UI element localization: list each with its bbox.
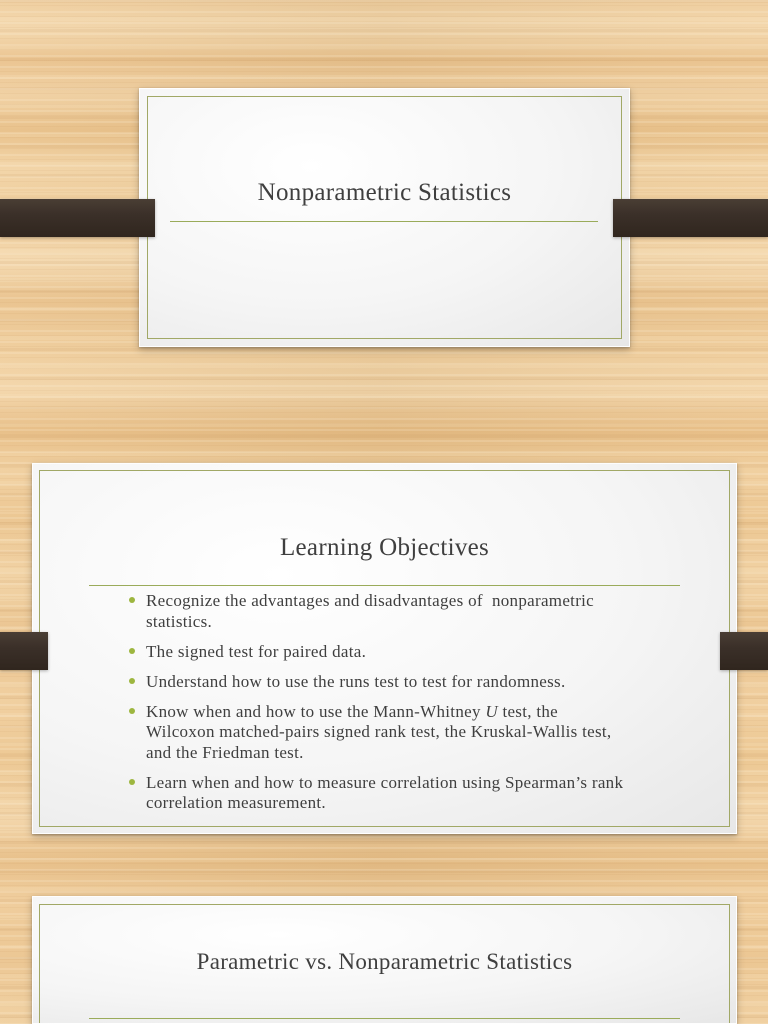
tape-right-slide-2: [720, 632, 768, 670]
bullet-text: Recognize the advantages and disadvantages of nonparametric statistics.: [146, 591, 595, 631]
slide-3: [32, 896, 737, 1024]
list-item: [128, 591, 728, 632]
learning-objectives-list: [128, 591, 728, 823]
bullet-icon: [129, 597, 135, 603]
tape-left-slide-2: [0, 632, 48, 670]
slide-3-title: Parametric vs. Nonparametric Statistics: [196, 949, 573, 974]
list-item: [128, 773, 728, 814]
bullet-text-italic: U: [485, 701, 498, 721]
bullet-text: Understand how to use the runs test to test for randomness.: [146, 671, 566, 691]
slide-1-title-rule: [170, 221, 598, 222]
list-item: [128, 672, 728, 693]
slide-1: [139, 88, 630, 347]
tape-right-slide-1: [613, 199, 768, 237]
slide-1-title: Nonparametric Statistics: [257, 179, 512, 206]
slide-2: [32, 463, 737, 834]
bullet-icon: [129, 708, 135, 714]
bullet-text: The signed test for paired data.: [146, 641, 367, 661]
bullet-text: Learn when and how to measure correlation using Spearman’s rank correlation measurement.: [146, 772, 624, 812]
slide-3-title-rule: [89, 1018, 680, 1019]
bullet-icon: [129, 678, 135, 684]
bullet-text-part: test, the Wilcoxon matched-pairs signed rank test, the Kruskal-Wallis test, and the Friedman test.: [146, 701, 612, 762]
bullet-text-part: Know when and how to use the Mann-Whitney: [146, 701, 486, 721]
list-item: [128, 642, 728, 663]
list-item: [128, 702, 728, 764]
slide-2-title: Learning Objectives: [279, 534, 490, 561]
bullet-icon: [129, 648, 135, 654]
tape-left-slide-1: [0, 199, 155, 237]
slide-1-frame: [147, 96, 622, 339]
bullet-icon: [129, 779, 135, 785]
slide-2-title-rule: [89, 585, 680, 586]
